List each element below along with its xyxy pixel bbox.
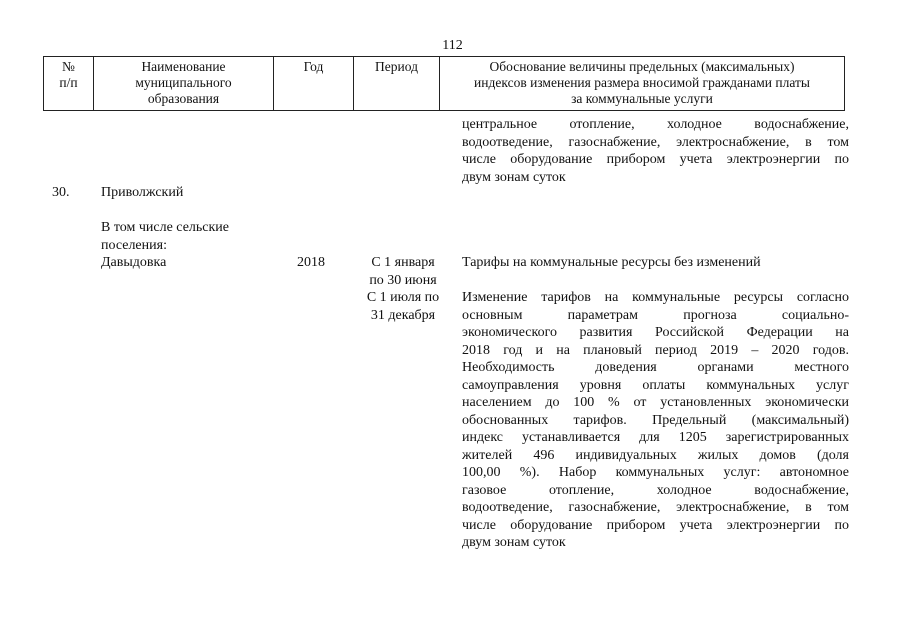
text-line: населением до 100 % от установленных экономически [462,395,849,410]
period-line: С 1 января [371,255,435,270]
header-period: Период [354,57,440,111]
page-number: 112 [442,38,463,53]
period-first-half [355,254,451,289]
period-line: по 30 июня [369,272,437,288]
text-line: двум зонам суток [462,169,566,185]
text-line: газовое отопление, холодное водоснабжение, [462,482,849,498]
header-table [43,56,845,111]
header-municipality-line: Наименование [141,59,226,74]
header-basis-line: индексов изменения размера вносимой гражданами платы [474,75,810,90]
header-number-line: № [62,59,75,74]
text-line: обоснованных тарифов. Предельный (максимальный) [462,412,849,428]
tariff-change-text [462,289,849,552]
period-second-half [355,289,451,324]
tariff-unchanged-text: Тарифы на коммунальные ресурсы без изменений [462,255,761,270]
header-number-line: п/п [59,75,78,90]
header-basis-line: за коммунальные услуги [571,91,713,106]
text-line: самоуправления уровня оплаты коммунальных услуг [462,377,849,393]
header-number [44,57,94,111]
period-line: 31 декабря [370,307,436,323]
entry-subtitle [101,219,229,254]
text-line: экономического развития Российской Федерации на [462,325,849,340]
entry-number: 30. [52,185,70,200]
header-basis [440,57,845,111]
text-line: Изменение тарифов на коммунальные ресурсы согласно [462,290,849,305]
text-line: водоотведение, газоснабжение, электроснабжение, в том [462,500,849,515]
continuation-text [462,116,849,186]
text-line: числе оборудование прибором учета электроэнергии по [462,152,849,167]
header-municipality-line: муниципального [135,75,232,90]
subtitle-line: поселения: [101,237,167,253]
text-line: водоотведение, газоснабжение, электроснабжение, в том [462,134,849,150]
header-row [44,57,845,111]
text-line: двум зонам суток [462,535,566,550]
period-line: С 1 июля по [366,290,440,305]
settlement-year: 2018 [297,255,325,270]
header-municipality [94,57,274,111]
text-line: Необходимость доведения органами местного [462,360,849,375]
header-year: Год [274,57,354,111]
entry-name: Приволжский [101,185,184,200]
header-basis-line: Обоснование величины предельных (максимальных) [489,59,795,74]
subtitle-line: В том числе сельские [101,220,230,235]
text-line: центральное отопление, холодное водоснабжение, [462,117,849,132]
text-line: жителей 496 индивидуальных жилых домов (доля [462,447,849,463]
text-line: 100,00 %). Набор коммунальных услуг: автономное [462,465,849,480]
text-line: 2018 год и на плановый период 2019 – 2020 годов. [462,342,849,358]
text-line: индекс устанавливается для 1205 зарегистрированных [462,430,849,445]
header-municipality-line: образования [147,91,220,106]
text-line: основным параметрам прогноза социально- [462,307,849,323]
settlement-name: Давыдовка [101,255,167,270]
text-line: числе оборудование прибором учета электроэнергии по [462,517,849,533]
